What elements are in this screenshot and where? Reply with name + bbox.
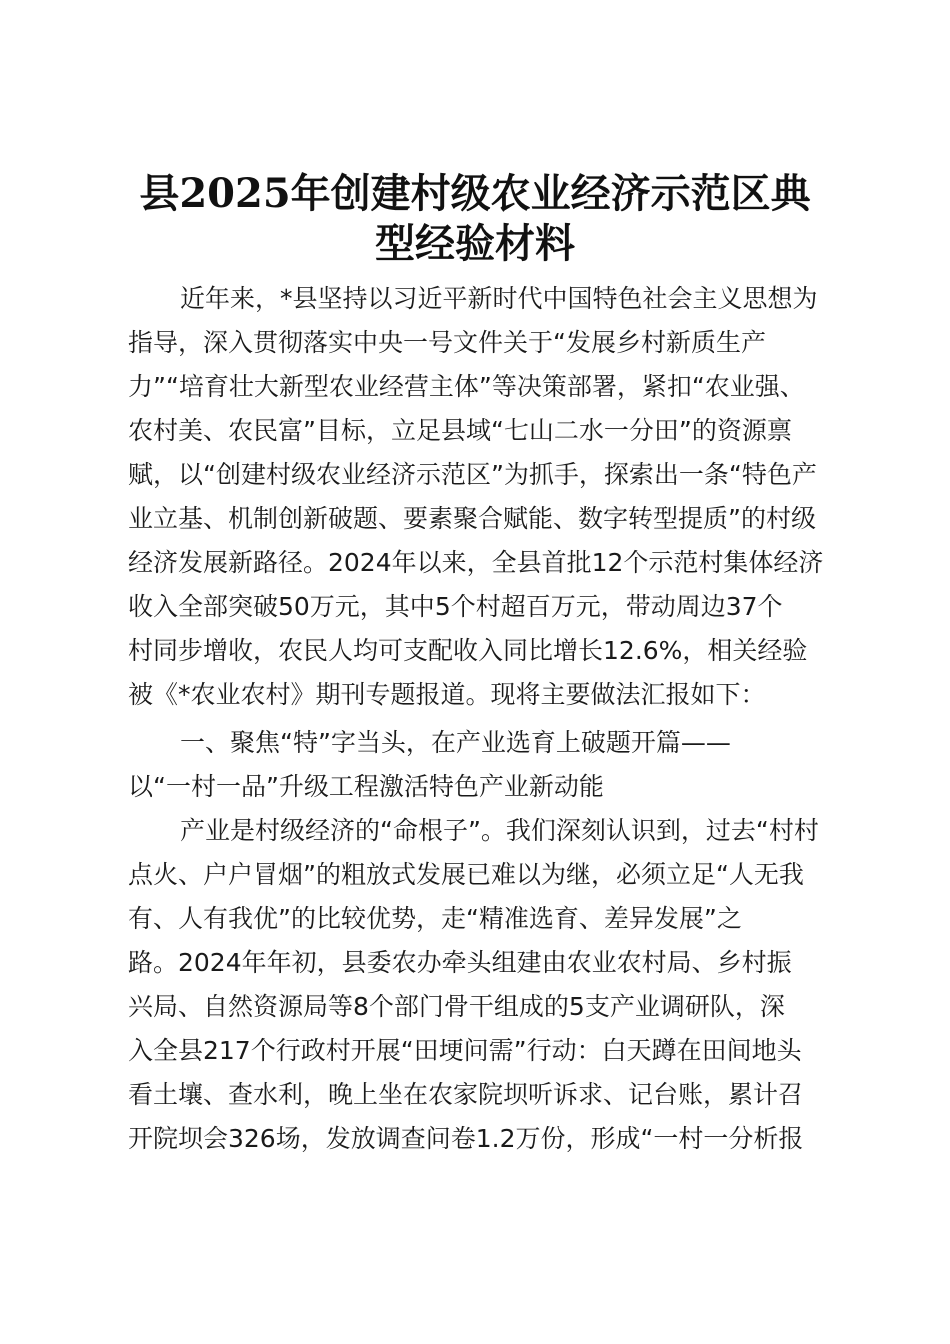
paragraph-line: 产业是村级经济的“命根子”。我们深刻认识到，过去“村村 <box>180 816 819 845</box>
paragraph-line: 业立基、机制创新破题、要素聚合赋能、数字转型提质”的村级 <box>128 504 816 533</box>
paragraph-line: 村同步增收，农民人均可支配收入同比增长12.6%，相关经验 <box>128 636 808 665</box>
paragraph-line: 被《*农业农村》期刊专题报道。现将主要做法汇报如下： <box>128 680 766 709</box>
paragraph-line: 看土壤、查水利，晚上坐在农家院坝听诉求、记台账，累计召 <box>128 1080 804 1109</box>
paragraph-line: 路。2024年年初，县委农办牵头组建由农业农村局、乡村振 <box>128 948 792 977</box>
paragraph-line: 农村美、农民富”目标，立足县域“七山二水一分田”的资源禀 <box>128 416 792 445</box>
paragraph-line: 收入全部突破50万元，其中5个村超百万元，带动周边37个 <box>128 592 783 621</box>
paragraph-line: 赋，以“创建村级农业经济示范区”为抓手，探索出一条“特色产 <box>128 460 817 489</box>
paragraph-line: 兴局、自然资源局等8个部门骨干组成的5支产业调研队，深 <box>128 992 785 1021</box>
paragraph-line: 点火、户户冒烟”的粗放式发展已难以为继，必须立足“人无我 <box>128 860 804 889</box>
paragraph-line: 开院坝会326场，发放调查问卷1.2万份，形成“一村一分析报 <box>128 1124 804 1153</box>
paragraph-line: 入全县217个行政村开展“田埂问需”行动：白天蹲在田间地头 <box>128 1036 802 1065</box>
paragraph-line: 指导，深入贯彻落实中央一号文件关于“发展乡村新质生产 <box>128 328 766 357</box>
paragraph-line: 力”“培育壮大新型农业经营主体”等决策部署，紧扣“农业强、 <box>128 372 805 401</box>
section-heading-line: 以“一村一品”升级工程激活特色产业新动能 <box>128 772 604 801</box>
paragraph-line: 有、人有我优”的比较优势，走“精准选育、差异发展”之 <box>128 904 742 933</box>
section-heading-line: 一、聚焦“特”字当头，在产业选育上破题开篇—— <box>180 728 731 757</box>
document-title-line-1: 县2025年创建村级农业经济示范区典 <box>139 170 811 217</box>
paragraph-line: 近年来，*县坚持以习近平新时代中国特色社会主义思想为 <box>180 284 818 313</box>
document-title-line-2: 型经验材料 <box>375 220 575 267</box>
paragraph-line: 经济发展新路径。2024年以来，全县首批12个示范村集体经济 <box>128 548 824 577</box>
